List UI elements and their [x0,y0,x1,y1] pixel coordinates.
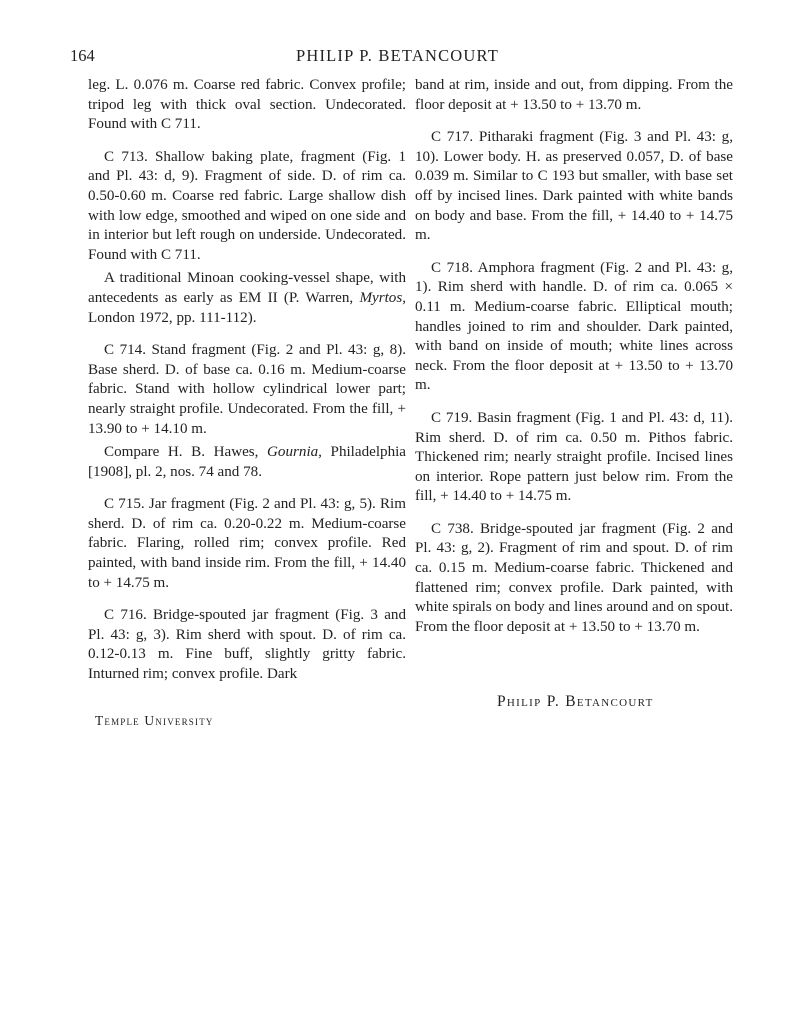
running-head: PHILIP P. BETANCOURT [295,46,500,65]
catalog-entry-c738: C 738. Bridge-spouted jar fragment (Fig. 2 and Pl. 43: g, 2). Fragment of rim and spout. D. of rim ca. 0.15 m. Medium-coarse fabric. Thickened and flattened rim; convex profile. Dark painted, with white spirals on body and lines around and on spout. From the floor deposit at + 13.50 to + 13.70 m. [415,520,733,635]
note-c714-italic: Gournia, [267,444,322,461]
catalog-entry-c717: C 717. Pitharaki fragment (Fig. 3 and Pl. 43: g, 10). Lower body. H. as preserved 0.057, D. of base 0.039 m. Similar to C 193 but smaller, with base set off by incised lines. Dark painted with white bands on body and base. From the fill, + 14.40 to + 14.75 m. [415,129,733,244]
left-column [88,76,406,685]
catalog-entry-c714: C 714. Stand fragment (Fig. 2 and Pl. 43: g, 8). Base sherd. D. of base ca. 0.16 m. Medium-coarse fabric. Stand with hollow cylindrical lower part; nearly straight profile. Undecorated. From the fill, + 13.90 to + 14.10 m. [88,342,406,437]
note-c714-text-b: Philadelphia [1908], pl. 2, nos. 74 and 78. [88,444,407,480]
right-column [415,76,733,637]
catalog-entry-c716: C 716. Bridge-spouted jar fragment (Fig. 3 and Pl. 43: g, 3). Rim sherd with spout. D. of rim ca. 0.12-0.13 m. Fine buff, slightly gritty fabric. Inturned rim; convex profile. Dark [88,607,406,683]
note-c714 [88,443,406,482]
catalog-entry-c718: C 718. Amphora fragment (Fig. 2 and Pl. 43: g, 1). Rim sherd with handle. D. of rim ca. 0.065 × 0.11 m. Medium-coarse fabric. Elliptical mouth; handles joined to rim and shoulder. Dark painted, with band on inside of mouth; white lines across neck. From the floor deposit at + 13.50 to + 13.70 m. [415,259,733,394]
note-c713-text-a: A traditional Minoan cooking-vessel shape, with antecedents as early as EM II (P. Warren, [88,270,406,306]
author-signature: Philip P. Betancourt [497,693,654,710]
institution: Temple University [95,713,214,728]
page-header [70,46,725,70]
note-c713-text-b: London 1972, pp. 111-112). [88,309,257,326]
note-c713 [88,269,406,328]
entry-continuation-leg: leg. L. 0.076 m. Coarse red fabric. Convex profile; tripod leg with thick oval section. Undecorated. Found with C 711. [88,77,406,133]
catalog-entry-c715: C 715. Jar fragment (Fig. 2 and Pl. 43: g, 5). Rim sherd. D. of rim ca. 0.20-0.22 m. Medium-coarse fabric. Flaring, rolled rim; convex profile. Red painted, with band inside rim. From the fill, + 14.40 to + 14.75 m. [88,496,406,591]
note-c714-text-a: Compare H. B. Hawes, [104,444,268,461]
catalog-entry-c713: C 713. Shallow baking plate, fragment (Fig. 1 and Pl. 43: d, 9). Fragment of side. D. of rim ca. 0.50-0.60 m. Coarse red fabric. Large shallow dish with low edge, smoothed and wiped on one side and in interior but left rough on underside. Undecorated. Found with C 711. [88,148,406,263]
page-number: 164 [70,46,95,65]
note-c713-italic: Myrtos, [359,289,406,306]
catalog-entry-c719: C 719. Basin fragment (Fig. 1 and Pl. 43: d, 11). Rim sherd. D. of rim ca. 0.50 m. Pithos fabric. Thickened rim; nearly straight profile. Incised lines on interior. Rope pattern just below rim. From the fill, + 14.40 to + 14.75 m. [415,409,733,505]
entry-continuation-c716: band at rim, inside and out, from dipping. From the floor deposit at + 13.50 to + 13.70 m. [415,77,733,113]
